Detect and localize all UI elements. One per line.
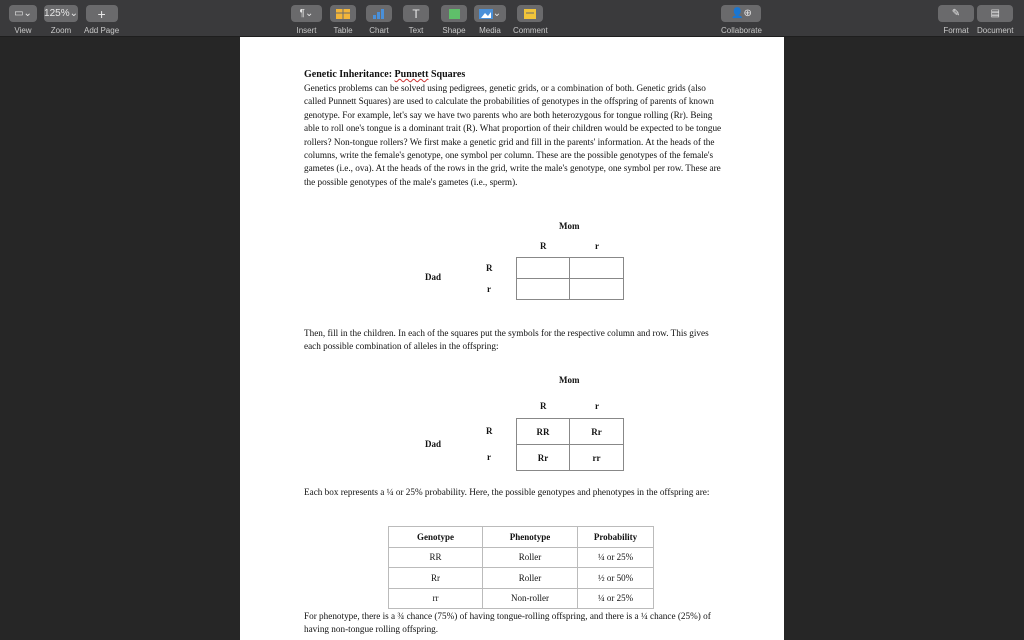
table-cell[interactable]: ¼ or 25% (578, 547, 654, 568)
media-icon[interactable]: ⌄ (474, 5, 506, 22)
grid2-row1: R (486, 426, 493, 436)
table-label: Table (333, 26, 353, 35)
table-cell[interactable]: rr (389, 588, 483, 609)
document-label: Document (977, 26, 1014, 35)
grid2-row2: r (487, 452, 491, 462)
shape-icon[interactable] (441, 5, 467, 22)
table-cell[interactable]: RR (389, 547, 483, 568)
chart-control[interactable] (366, 5, 392, 35)
view-label: View (14, 26, 32, 35)
grid2-col1: R (540, 401, 547, 411)
table-header: Genotype (389, 527, 483, 548)
table-header: Phenotype (483, 527, 578, 548)
paragraph-phenotype-summary: For phenotype, there is a ¾ chance (75%) of having tongue-rolling offspring, and there is a ¼ chance (25%) of having non-tongue rolling offspring. (304, 611, 711, 635)
genotype-table[interactable] (388, 526, 654, 609)
table-row (389, 588, 654, 609)
grid1-row1: R (486, 263, 493, 273)
insert-label: Insert (296, 26, 317, 35)
paragraph-fill-children: Then, fill in the children. In each of the squares put the symbols for the respective column and row. This gives each possible combination of alleles in the offspring: (304, 328, 709, 352)
document-control[interactable] (977, 5, 1013, 35)
grid1-col2: r (595, 241, 599, 251)
text-icon[interactable]: T (403, 5, 429, 22)
grid2-cell[interactable]: rr (570, 444, 624, 471)
add-page-control[interactable] (84, 5, 119, 35)
paragraph-icon[interactable]: ¶⌄ (291, 5, 322, 22)
grid1-row2: r (487, 284, 491, 294)
title-misspelled-word: Punnett (394, 69, 429, 80)
doc-title (304, 68, 724, 82)
media-control[interactable] (474, 5, 506, 35)
grid2-cell[interactable]: Rr (516, 444, 570, 471)
table-header-row (389, 527, 654, 548)
zoom-control[interactable] (44, 5, 78, 35)
table-header: Probability (578, 527, 654, 548)
plus-icon[interactable]: + (86, 5, 118, 22)
chart-icon[interactable] (366, 5, 392, 22)
shape-control[interactable] (441, 5, 467, 35)
title-prefix: Genetic Inheritance: (304, 69, 395, 80)
grid2-mom-label: Mom (559, 375, 580, 385)
paragraph-intro: Genetics problems can be solved using pedigrees, genetic grids, or a combination of both. Genetic grids (also called Punnett Squares) are used to calculate the probabilities of genotypes in the offspring of parents of known genotype. For example, let's say we have two parents who are both heterozygous for tongue rolling (Rr). Being able to roll one's tongue is a dominant trait (R). What proportion of their children would be expected to be tongue rollers? Non-tongue rollers? We first make a genetic grid and fill in the parents' information. At the heads of the columns, write the female's genotype, one symbol per column. These are the possible genotypes of the female's gametes (i.e., ova). At the heads of the rows in the grid, write the male's genotype, one symbol per row. These are the possible genotypes of the male's gametes (i.e., sperm). (304, 83, 722, 187)
zoom-value: 125% (44, 8, 70, 19)
grid1-dad-label: Dad (425, 272, 442, 282)
zoom-label: Zoom (50, 26, 72, 35)
grid1-col1: R (540, 241, 547, 251)
add-page-label: Add Page (84, 26, 120, 35)
paintbrush-icon[interactable]: ✎ (938, 5, 974, 22)
paragraph-each-box: Each box represents a ¼ or 25% probability. Here, the possible genotypes and phenotypes in the offspring are: (304, 487, 710, 497)
shape-label: Shape (442, 26, 466, 35)
table-cell[interactable]: ¼ or 25% (578, 588, 654, 609)
comment-label: Comment (513, 26, 548, 35)
grid1-cell[interactable] (516, 257, 570, 279)
chart-label: Chart (369, 26, 389, 35)
table-cell[interactable]: ½ or 50% (578, 568, 654, 589)
document-page[interactable] (240, 37, 784, 640)
sidebar-icon[interactable]: ▭⌄ (9, 5, 37, 22)
grid2-dad-label: Dad (425, 439, 442, 449)
view-control[interactable] (9, 5, 37, 35)
table-row (389, 547, 654, 568)
collaborate-control[interactable] (721, 5, 762, 35)
collaborate-label: Collaborate (721, 26, 762, 35)
media-label: Media (479, 26, 501, 35)
table-control[interactable] (330, 5, 356, 35)
grid1-cell[interactable] (570, 278, 624, 300)
format-control[interactable] (938, 5, 974, 35)
grid1-cell[interactable] (516, 278, 570, 300)
table-cell[interactable]: Non-roller (483, 588, 578, 609)
text-control[interactable] (403, 5, 429, 35)
zoom-select[interactable]: 125% ⌄ (44, 5, 78, 22)
table-cell[interactable]: Roller (483, 568, 578, 589)
document-icon[interactable]: ▤ (977, 5, 1013, 22)
text-label: Text (408, 26, 424, 35)
insert-control[interactable] (291, 5, 322, 35)
table-cell[interactable]: Roller (483, 547, 578, 568)
grid1-cell[interactable] (570, 257, 624, 279)
table-cell[interactable]: Rr (389, 568, 483, 589)
toolbar (0, 0, 1024, 37)
table-icon[interactable] (330, 5, 356, 22)
page-content (304, 68, 724, 189)
grid2-cell[interactable]: RR (516, 418, 570, 445)
title-suffix: Squares (428, 69, 466, 80)
format-label: Format (943, 26, 969, 35)
comment-control[interactable] (513, 5, 548, 35)
grid2-cell[interactable]: Rr (570, 418, 624, 445)
table-row (389, 568, 654, 589)
grid2-col2: r (595, 401, 599, 411)
grid1-mom-label: Mom (559, 221, 580, 231)
comment-icon[interactable] (517, 5, 543, 22)
collaborate-icon[interactable]: 👤⊕ (721, 5, 761, 22)
